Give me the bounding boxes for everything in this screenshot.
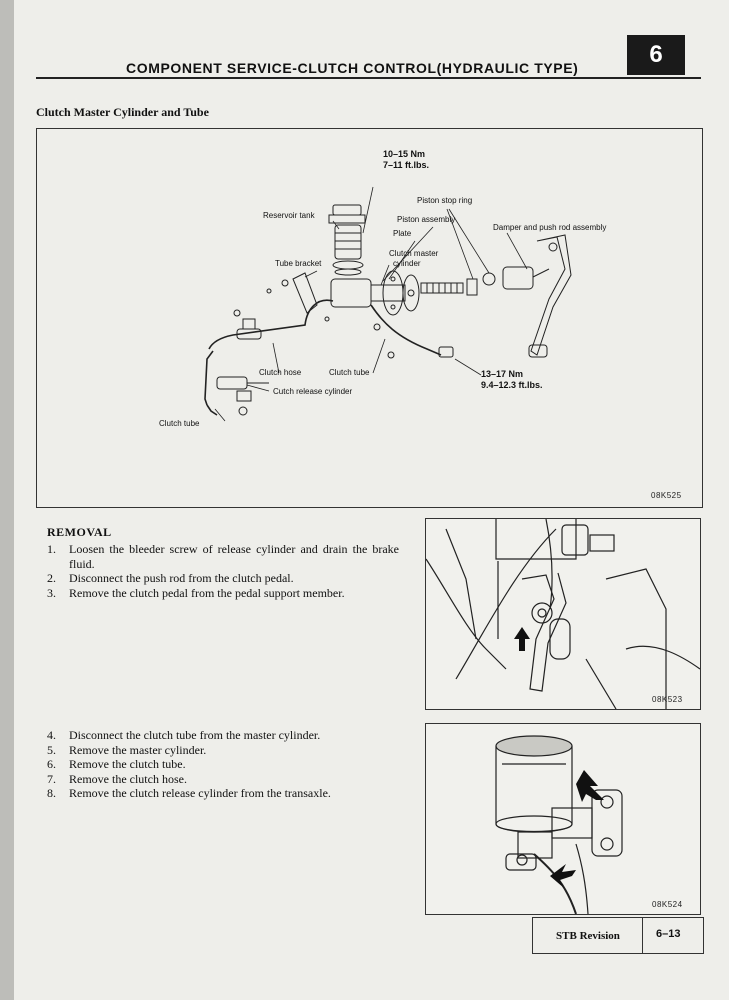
- torque-spec-bottom-ftlbs: 9.4–12.3 ft.lbs.: [481, 380, 543, 390]
- removal-steps-first: [47, 542, 399, 600]
- list-item: [47, 743, 399, 758]
- figure-code: 08K523: [652, 695, 683, 704]
- label-damper-push-rod: Damper and push rod assembly: [493, 223, 607, 232]
- list-item: [47, 728, 399, 743]
- figure-code: 08K524: [652, 900, 683, 909]
- step-number: 8.: [47, 786, 56, 800]
- page-header-title: COMPONENT SERVICE-CLUTCH CONTROL(HYDRAULIC TYPE): [126, 60, 579, 76]
- pedal-removal-figure: [425, 518, 701, 710]
- step-text: Remove the clutch hose.: [69, 771, 187, 786]
- torque-spec-bottom-nm: 13–17 Nm: [481, 369, 524, 379]
- exploded-diagram-drawing: [37, 129, 702, 507]
- label-piston-stop-ring: Piston stop ring: [417, 196, 473, 205]
- pedal-removal-drawing: [426, 519, 700, 709]
- list-item: [47, 571, 399, 586]
- section-title: Clutch Master Cylinder and Tube: [36, 105, 209, 119]
- list-item: [47, 542, 399, 571]
- torque-spec-top-nm: 10–15 Nm: [383, 149, 426, 159]
- label-plate: Plate: [393, 229, 412, 238]
- label-clutch-tube-center: Clutch tube: [329, 368, 370, 377]
- exploded-diagram: [36, 128, 703, 508]
- step-number: 1.: [47, 542, 56, 556]
- removal-steps-second: [47, 728, 399, 801]
- master-cylinder-figure: [425, 723, 701, 915]
- list-item: [47, 786, 399, 801]
- label-clutch-master-cylinder-line1: Clutch master: [389, 249, 439, 258]
- list-item: [47, 772, 399, 787]
- step-text: Loosen the bleeder screw of release cylinder and drain the brake fluid.: [69, 542, 399, 571]
- revision-label: STB Revision: [532, 917, 643, 954]
- step-number: 3.: [47, 585, 56, 600]
- label-tube-bracket: Tube bracket: [275, 259, 322, 268]
- master-cylinder-drawing: [426, 724, 700, 914]
- removal-heading: REMOVAL: [47, 525, 112, 539]
- step-number: 7.: [47, 771, 56, 786]
- label-release-cylinder: Cutch release cylinder: [273, 387, 353, 396]
- page-number: 6–13: [656, 928, 681, 940]
- step-number: 6.: [47, 757, 56, 771]
- list-item: [47, 586, 399, 601]
- label-clutch-tube-left: Clutch tube: [159, 419, 200, 428]
- step-text: Remove the clutch pedal from the pedal support member.: [69, 585, 345, 600]
- label-piston-assembly: Piston assembly: [397, 215, 456, 224]
- step-text: Remove the clutch release cylinder from the transaxle.: [69, 786, 331, 800]
- chapter-number-badge: 6: [627, 35, 685, 75]
- figure-code: 08K525: [651, 491, 682, 500]
- step-text: Remove the clutch tube.: [69, 757, 186, 771]
- step-number: 2.: [47, 571, 56, 585]
- torque-spec-top-ftlbs: 7–11 ft.lbs.: [383, 160, 430, 170]
- step-text: Disconnect the clutch tube from the master cylinder.: [69, 728, 321, 742]
- step-number: 5.: [47, 742, 56, 757]
- label-clutch-master-cylinder-line2: cylinder: [393, 259, 421, 268]
- step-number: 4.: [47, 728, 56, 742]
- page-edge: [0, 0, 14, 1000]
- header-rule: [36, 77, 701, 79]
- list-item: [47, 757, 399, 772]
- step-text: Disconnect the push rod from the clutch pedal.: [69, 571, 294, 585]
- label-reservoir-tank: Reservoir tank: [263, 211, 315, 220]
- step-text: Remove the master cylinder.: [69, 742, 207, 757]
- label-clutch-hose: Clutch hose: [259, 368, 302, 377]
- manual-page: [14, 0, 729, 1000]
